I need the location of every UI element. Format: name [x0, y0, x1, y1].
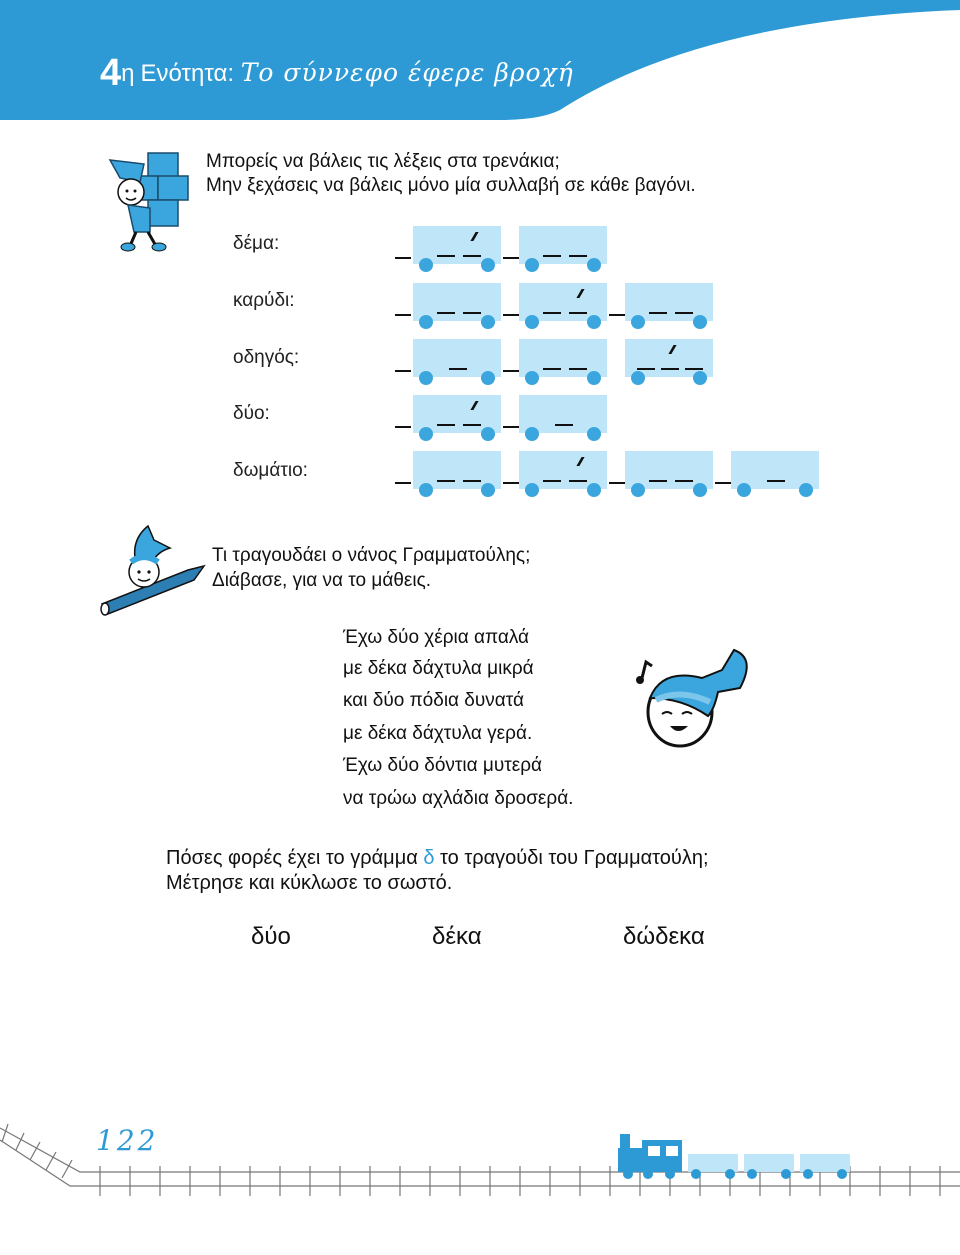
exercise3-instruction-line2: Μέτρησε και κύκλωσε το σωστό.: [166, 872, 453, 894]
wagon[interactable]: [519, 395, 607, 433]
choice-dyo[interactable]: δύο: [251, 923, 291, 950]
exercise2-instruction-line2: Διάβασε, για να το μάθεις.: [212, 570, 432, 591]
unit-suffix: η: [121, 60, 135, 87]
exercise3-instruction-line1: [166, 846, 709, 870]
exercise1-instruction-line1: Μπορείς να βάλεις τις λέξεις στα τρενάκια;: [206, 151, 560, 172]
choice-dodeka[interactable]: δώδεκα: [623, 923, 705, 950]
train-row-odigos: [395, 339, 725, 389]
poem-line-5: Έχω δύο δόντια μυτερά: [343, 755, 543, 776]
wagon[interactable]: [413, 451, 501, 489]
train-row-domatio: [395, 451, 835, 501]
word-label-odigos: οδηγός:: [233, 347, 300, 368]
wagon[interactable]: [413, 339, 501, 377]
wagon[interactable]: [625, 339, 713, 377]
wagon[interactable]: [519, 283, 607, 321]
exercise3-text-before: Πόσες φορές έχει το γράμμα: [166, 847, 424, 869]
unit-name: Το σύννεφο έφερε βροχή: [240, 58, 574, 87]
train-row-dyo: [395, 395, 625, 445]
wagon[interactable]: [413, 283, 501, 321]
unit-number: 4: [100, 52, 122, 94]
word-label-karydi: καρύδι:: [233, 290, 295, 311]
word-label-dema: δέμα:: [233, 233, 280, 254]
wagon[interactable]: [519, 339, 607, 377]
wagon[interactable]: [625, 283, 713, 321]
wagon[interactable]: [625, 451, 713, 489]
poem-line-1: Έχω δύο χέρια απαλά: [343, 627, 530, 648]
gnome-on-pencil-illustration: [98, 522, 213, 617]
footer-train-illustration: [618, 1134, 858, 1182]
unit-title: [100, 52, 574, 95]
singing-gnome-illustration: [622, 640, 762, 755]
unit-word: Ενότητα:: [140, 60, 235, 87]
wagon[interactable]: [413, 226, 501, 264]
exercise1-instruction-line2: Μην ξεχάσεις να βάλεις μόνο μία συλλαβή σε κάθε βαγόνι.: [206, 175, 696, 196]
highlighted-letter: δ: [423, 847, 435, 869]
exercise2-instruction-line1: Τι τραγουδάει ο νάνος Γραμματούλης;: [212, 545, 531, 566]
wagon[interactable]: [519, 451, 607, 489]
page-number: 122: [96, 1124, 159, 1157]
exercise3-text-after: το τραγούδι του Γραμματούλη;: [434, 847, 709, 869]
train-row-dema: [395, 226, 625, 276]
train-row-karydi: [395, 283, 725, 333]
wagon[interactable]: [731, 451, 819, 489]
wagon[interactable]: [413, 395, 501, 433]
poem-line-3: και δύο πόδια δυνατά: [343, 690, 524, 711]
poem-line-6: να τρώω αχλάδια δροσερά.: [343, 788, 574, 809]
word-label-dyo: δύο:: [233, 403, 270, 424]
gnome-carrying-blocks-illustration: [98, 150, 198, 255]
wagon[interactable]: [519, 226, 607, 264]
choice-deka[interactable]: δέκα: [432, 923, 482, 950]
word-label-domatio: δωμάτιο:: [233, 460, 308, 481]
poem-line-4: με δέκα δάχτυλα γερά.: [343, 723, 533, 744]
poem-line-2: με δέκα δάχτυλα μικρά: [343, 658, 534, 679]
